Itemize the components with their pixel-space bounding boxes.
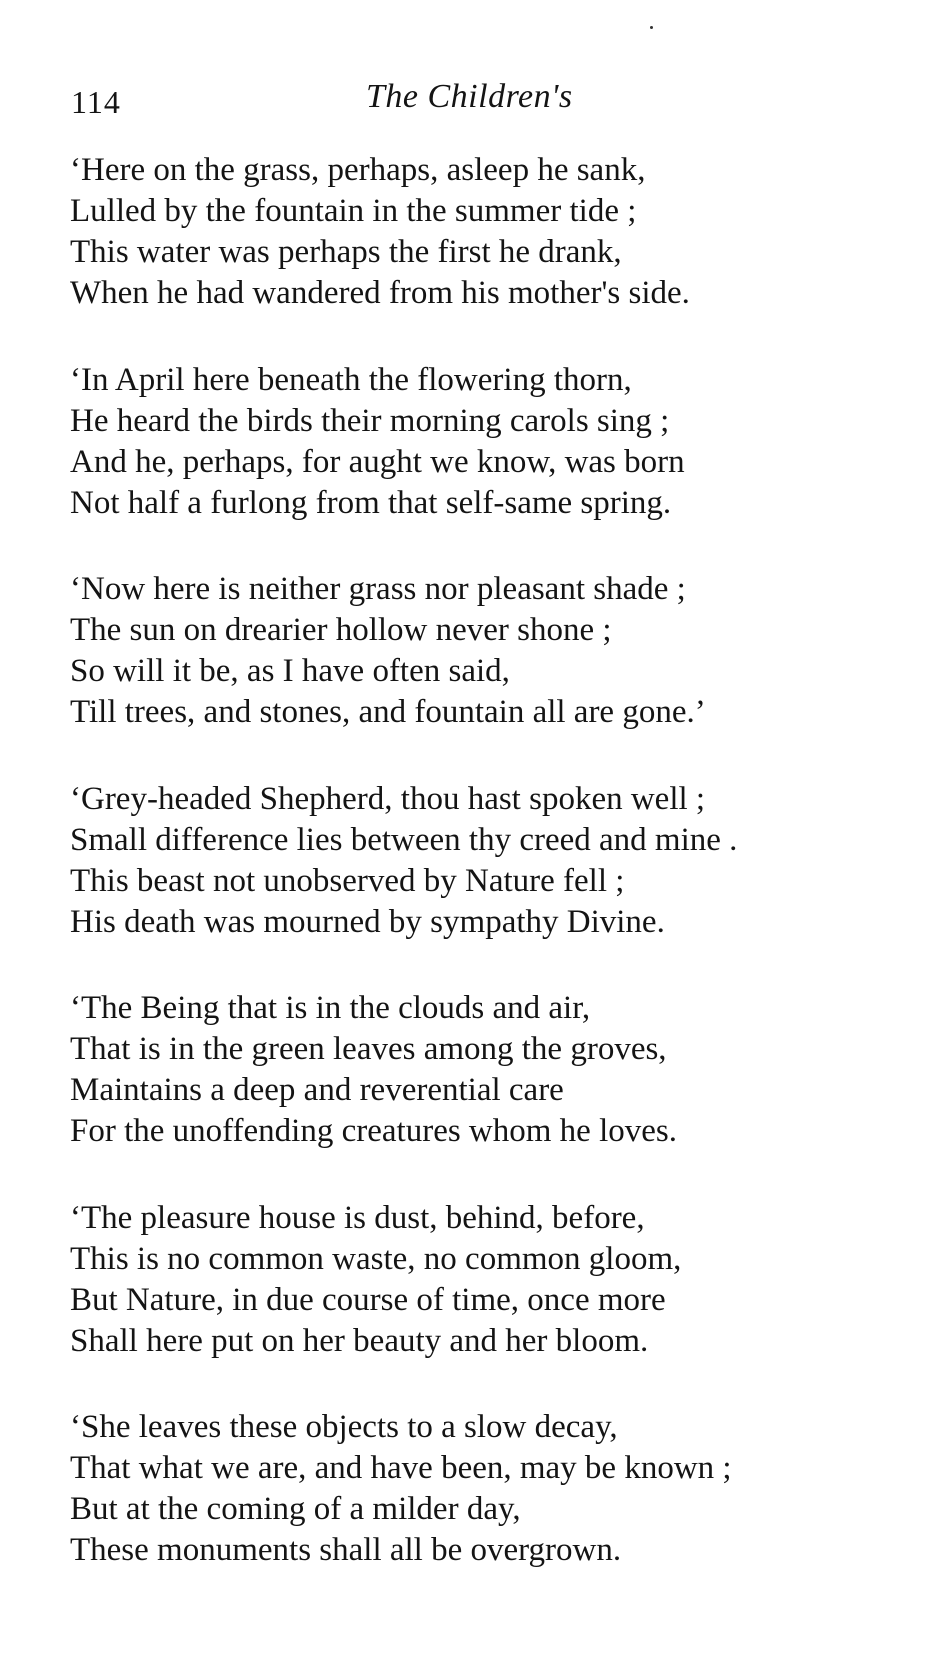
stanza <box>70 150 930 314</box>
print-speck <box>650 26 653 29</box>
poem-line: ‘Grey-headed Shepherd, thou hast spoken well ; <box>70 780 706 817</box>
stanza <box>70 1407 930 1571</box>
poem-line: But at the coming of a milder day, <box>70 1491 521 1527</box>
running-title: The Children's <box>366 78 573 115</box>
poem-line: Lulled by the fountain in the summer tide ; <box>70 193 637 229</box>
stanza <box>70 988 930 1152</box>
poem-line: ‘Here on the grass, perhaps, asleep he sank, <box>70 152 646 188</box>
poem-body <box>70 150 930 1617</box>
stanza <box>70 1198 930 1362</box>
poem-line: These monuments shall all be overgrown. <box>70 1532 622 1568</box>
poem-line: This beast not unobserved by Nature fell ; <box>70 862 625 899</box>
poem-line: His death was mourned by sympathy Divine. <box>70 903 665 940</box>
stanza <box>70 569 930 733</box>
stanza <box>70 779 930 943</box>
poem-line: ‘The Being that is in the clouds and air, <box>70 990 591 1026</box>
poem-line: Small difference lies between thy creed and mine . <box>70 821 738 858</box>
page-header <box>0 78 945 126</box>
poem-line: That what we are, and have been, may be known ; <box>70 1450 732 1486</box>
poem-line: And he, perhaps, for aught we know, was born <box>70 443 685 480</box>
poem-line: Till trees, and stones, and fountain all are gone.’ <box>70 694 706 730</box>
poem-line: So will it be, as I have often said, <box>70 653 510 689</box>
page-number: 114 <box>71 84 121 120</box>
poem-line: That is in the green leaves among the groves, <box>70 1031 667 1067</box>
poem-line: Shall here put on her beauty and her bloom. <box>70 1322 649 1359</box>
poem-line: ‘She leaves these objects to a slow decay, <box>70 1409 618 1445</box>
poem-line: ‘Now here is neither grass nor pleasant shade ; <box>70 571 686 607</box>
poem-line: ‘In April here beneath the flowering thorn, <box>70 361 632 398</box>
poem-line: Not half a furlong from that self-same spring. <box>70 484 672 521</box>
poem-line: But Nature, in due course of time, once more <box>70 1281 666 1318</box>
poem-line: Maintains a deep and reverential care <box>70 1072 564 1108</box>
stanza <box>70 360 930 524</box>
poem-line: When he had wandered from his mother's side. <box>70 275 690 311</box>
poem-line: He heard the birds their morning carols sing ; <box>70 402 670 439</box>
poem-line: For the unoffending creatures whom he loves. <box>70 1113 677 1149</box>
poem-line: This water was perhaps the first he drank, <box>70 234 622 270</box>
poem-line: This is no common waste, no common gloom, <box>70 1240 682 1277</box>
poem-line: The sun on drearier hollow never shone ; <box>70 612 612 648</box>
poem-line: ‘The pleasure house is dust, behind, before, <box>70 1199 645 1236</box>
